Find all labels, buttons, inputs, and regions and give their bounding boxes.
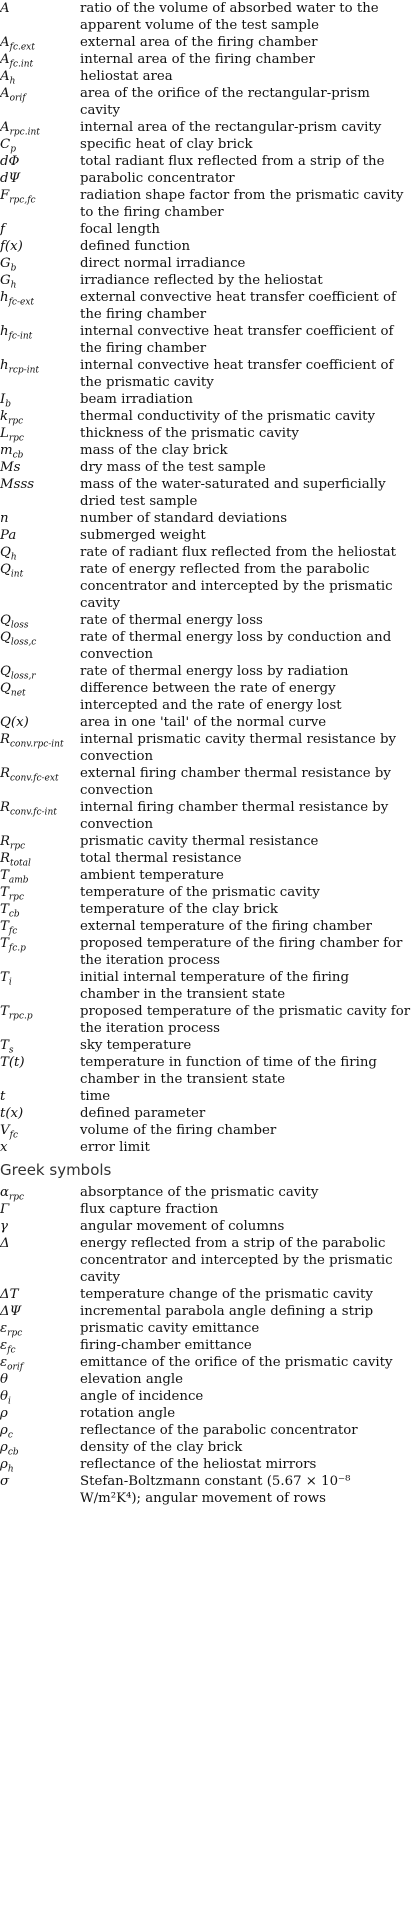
symbol-subscript: loss,c [10,637,37,648]
symbol-main: R [0,732,11,747]
symbol [0,1235,74,1286]
symbol [0,884,74,901]
symbol [0,1139,74,1156]
symbol-main: T [0,1004,9,1019]
symbol-description: rate of thermal energy loss [80,613,263,628]
symbol-description: radiation shape factor from the prismatic cavity to the firing chamber [80,188,404,220]
symbol [0,1422,74,1439]
symbol-subscript: orif [7,1362,24,1373]
symbol [0,68,74,85]
symbol-description: total thermal resistance [80,851,242,866]
symbol-description: external temperature of the firing chamber [80,919,372,934]
symbol-main: I [0,392,6,407]
symbol-main: dΦ [0,154,20,169]
symbol [0,612,74,629]
symbol-description: temperature of the prismatic cavity [80,885,320,900]
symbol-description: density of the clay brick [80,1440,243,1455]
symbol-description: absorptance of the prismatic cavity [80,1185,319,1200]
symbol [0,1003,74,1037]
symbol-main: A [0,52,10,67]
symbol-description: rotation angle [80,1406,176,1421]
symbol [0,1218,74,1235]
symbol-description: proposed temperature of the prismatic cavity for the iteration process [80,1004,411,1036]
symbol [0,1388,74,1405]
symbol-main: Ms [0,460,21,475]
symbol-subscript: conv.fc-int [10,807,57,818]
symbol-subscript: net [10,688,26,699]
symbol-description: proposed temperature of the firing chamber for the iteration process [80,936,403,968]
symbol [0,1439,74,1456]
symbol [0,850,74,867]
symbol-main: R [0,851,11,866]
symbol-main: t(x) [0,1106,24,1121]
symbol [0,51,74,68]
symbol [0,1354,74,1371]
symbol-main: ε [0,1355,8,1370]
symbol [0,1405,74,1422]
symbol [0,34,74,51]
symbol-description: external convective heat transfer coefficient of the firing chamber [80,290,396,322]
symbol-main: Q [0,613,11,628]
symbol-subscript: fc.p [8,943,26,954]
symbol-main: C [0,137,11,152]
symbol [0,255,74,272]
symbol [0,527,74,544]
symbol-main: ε [0,1321,8,1336]
symbol [0,153,74,170]
symbol-main: R [0,834,11,849]
symbol [0,561,74,612]
symbol-subscript: h [10,552,17,563]
symbol-description: reflectance of the heliostat mirrors [80,1457,317,1472]
symbol [0,425,74,442]
symbol-description: area in one 'tail' of the normal curve [80,715,327,730]
symbol-subscript: cb [7,1447,19,1458]
symbol-description: rate of energy reflected from the parabolic concentrator and intercepted by the prismatic cavity [80,562,393,611]
symbol-subscript: rcp-int [8,365,40,376]
symbol-main: A [0,35,10,50]
symbol-description: direct normal irradiance [80,256,246,271]
symbol-description: specific heat of clay brick [80,137,253,152]
symbol-description: beam irradiation [80,392,193,407]
symbol [0,714,74,731]
symbol-description: temperature in function of time of the firing chamber in the transient state [80,1055,377,1087]
symbol [0,1337,74,1354]
symbol-main: n [0,511,9,526]
symbol-main: ΔΨ [0,1304,22,1319]
symbol-subscript: h [9,76,16,87]
symbol-main: ΔT [0,1287,19,1302]
symbol [0,408,74,425]
symbol-description: internal firing chamber thermal resistance by convection [80,800,389,832]
symbol-subscript: loss,r [10,671,36,682]
symbol-main: F [0,188,10,203]
symbol-description: internal convective heat transfer coefficient of the prismatic cavity [80,358,394,390]
symbol-main: Pa [0,528,17,543]
symbol-description: emittance of the orifice of the prismatic cavity [80,1355,393,1370]
symbol-main: f(x) [0,239,23,254]
symbol-main: A [0,86,10,101]
symbol-description: parabolic concentrator [80,171,235,186]
symbol-main: T [0,1038,9,1053]
symbol [0,1201,74,1218]
symbol-subscript: rpc.int [9,127,40,138]
symbol-description: prismatic cavity emittance [80,1321,260,1336]
symbol [0,544,74,561]
symbol-subscript: h [10,280,17,291]
symbol-subscript: conv.rpc-int [10,739,64,750]
symbol-description: internal area of the firing chamber [80,52,315,67]
symbol-subscript: s [8,1045,14,1056]
symbol-subscript: fc.ext [9,42,35,53]
symbol-main: G [0,256,11,271]
symbol [0,0,74,34]
symbol-main: t [0,1089,6,1104]
symbol-main: ρ [0,1406,8,1421]
symbol [0,935,74,969]
symbol-main: V [0,1123,10,1138]
symbol-description: mass of the clay brick [80,443,228,458]
symbol-main: θ [0,1372,9,1387]
symbol [0,1122,74,1139]
symbol-main: γ [0,1219,8,1234]
symbol-description: dry mass of the test sample [80,460,266,475]
symbol-main: T [0,936,9,951]
symbol-main: L [0,426,9,441]
symbol [0,901,74,918]
symbol-main: ρ [0,1423,8,1438]
symbol-subscript: cb [12,450,24,461]
symbol-description: initial internal temperature of the firing chamber in the transient state [80,970,349,1002]
symbol-subscript: fc [8,926,18,937]
symbol-subscript: i [8,1396,11,1407]
symbol [0,969,74,1003]
symbol-description: energy reflected from a strip of the parabolic concentrator and intercepted by the prismatic cavity [80,1236,393,1285]
symbol-description: total radiant flux reflected from a strip of the [80,154,385,169]
symbol-description: rate of thermal energy loss by conduction and convection [80,630,392,662]
symbol-subscript: b [5,399,12,410]
symbol [0,1473,74,1507]
symbol-description: error limit [80,1140,150,1155]
symbol-subscript: rpc [8,416,24,427]
symbol [0,1286,74,1303]
symbol-main: α [0,1185,9,1200]
symbol-subscript: int [10,569,24,580]
symbol-main: T [0,902,9,917]
symbol-subscript: c [7,1430,13,1441]
symbol-description: area of the orifice of the rectangular-prism cavity [80,86,370,118]
symbol-description: thermal conductivity of the prismatic cavity [80,409,376,424]
symbol [0,119,74,136]
symbol-subscript: rpc [8,892,24,903]
symbol-main: Γ [0,1202,10,1217]
symbol-description: internal prismatic cavity thermal resistance by convection [80,732,397,764]
symbol-description: internal area of the rectangular-prism cavity [80,120,382,135]
symbol-main: R [0,800,11,815]
symbol [0,170,74,187]
symbol-description: flux capture fraction [80,1202,219,1217]
symbol-subscript: total [10,858,31,869]
symbol-description: incremental parabola angle defining a strip [80,1304,374,1319]
symbol-description: heliostat area [80,69,173,84]
symbol-description: Stefan-Boltzmann constant (5.67 × 10⁻⁸ W/m²K⁴); angular movement of rows [80,1474,351,1506]
symbol-main: Q [0,681,11,696]
symbol-main: Q [0,562,11,577]
symbol-description: rate of radiant flux reflected from the heliostat [80,545,397,560]
symbol [0,663,74,680]
symbol-description: thickness of the prismatic cavity [80,426,299,441]
symbol-subscript: loss [10,620,29,631]
symbol-description: time [80,1089,111,1104]
symbol-description: difference between the rate of energy intercepted and the rate of energy lost [80,681,342,713]
symbol-description: elevation angle [80,1372,183,1387]
symbol-description: sky temperature [80,1038,192,1053]
symbol-description: submerged weight [80,528,206,543]
symbol-subscript: rpc [7,1328,23,1339]
symbol-description: defined parameter [80,1106,206,1121]
symbol [0,680,74,714]
symbol-description: rate of thermal energy loss by radiation [80,664,349,679]
symbol-subscript: b [10,263,17,274]
symbol-main: h [0,358,9,373]
symbol [0,1371,74,1388]
symbol-main: Q(x) [0,715,29,730]
symbol-description: mass of the water-saturated and superficially dried test sample [80,477,386,509]
symbol-main: R [0,766,11,781]
symbol-description: number of standard deviations [80,511,288,526]
symbol [0,136,74,153]
symbol-subscript: fc [9,1130,18,1141]
symbol [0,1105,74,1122]
symbol-subscript: amb [8,875,29,886]
symbol-subscript: rpc.p [8,1011,33,1022]
symbol [0,731,74,765]
symbol [0,221,74,238]
symbol-description: angular movement of columns [80,1219,285,1234]
symbol [0,1320,74,1337]
symbol-subscript: fc-ext [8,297,35,308]
greek-symbols-list [0,1184,414,1507]
symbol-description: ambient temperature [80,868,224,883]
symbol [0,629,74,663]
symbol-subscript: rpc [8,433,24,444]
symbol-main: Q [0,664,11,679]
symbol [0,187,74,221]
symbol-subscript: rpc [10,841,26,852]
symbol-subscript: fc-int [8,331,33,342]
symbol-subscript: rpc,fc [9,195,36,206]
symbol-main: m [0,443,13,458]
symbol [0,765,74,799]
symbol-main: T(t) [0,1055,25,1070]
symbol [0,459,74,476]
symbol-description: angle of incidence [80,1389,204,1404]
symbol-main: G [0,273,11,288]
symbol-description: volume of the firing chamber [80,1123,277,1138]
symbol [0,85,74,119]
symbol-subscript: conv.fc-ext [10,773,59,784]
symbol-description: external firing chamber thermal resistance by convection [80,766,391,798]
symbol [0,833,74,850]
symbol-description: ratio of the volume of absorbed water to the apparent volume of the test sample [80,1,379,33]
symbol-main: ε [0,1338,8,1353]
symbol-main: h [0,290,9,305]
symbol-subscript: rpc [8,1192,25,1203]
symbol-description: internal convective heat transfer coefficient of the firing chamber [80,324,394,356]
symbol [0,238,74,255]
symbol-main: σ [0,1474,10,1489]
symbol-main: A [0,69,10,84]
symbol-main: θ [0,1389,9,1404]
symbol-main: Q [0,630,11,645]
symbol [0,289,74,323]
symbol [0,510,74,527]
symbol-main: dΨ [0,171,21,186]
greek-symbols-heading: Greek symbols [0,1161,112,1179]
symbol-main: T [0,885,9,900]
symbol-main: T [0,919,9,934]
symbol-subscript: i [8,977,12,988]
symbol-main: T [0,970,9,985]
symbol [0,272,74,289]
symbol-main: Δ [0,1236,10,1251]
symbol-subscript: h [7,1464,14,1475]
symbol [0,323,74,357]
symbol [0,918,74,935]
symbol [0,391,74,408]
symbol [0,1037,74,1054]
symbol-description: reflectance of the parabolic concentrator [80,1423,358,1438]
symbol [0,1054,74,1088]
symbol-main: ρ [0,1440,8,1455]
symbol-description: defined function [80,239,191,254]
symbol [0,799,74,833]
symbol-main: A [0,1,10,16]
symbol-main: T [0,868,9,883]
symbol-description: focal length [80,222,160,237]
symbol-description: temperature change of the prismatic cavity [80,1287,373,1302]
symbol-main: Msss [0,477,35,492]
symbol-description: temperature of the clay brick [80,902,278,917]
symbol-main: Q [0,545,11,560]
symbol-subscript: fc.int [9,59,34,70]
symbol-subscript: p [10,144,16,155]
symbol [0,357,74,391]
symbol [0,1088,74,1105]
symbol-description: external area of the firing chamber [80,35,318,50]
symbol-main: h [0,324,9,339]
symbol-subscript: orif [9,93,26,104]
symbol [0,442,74,459]
symbol-subscript: cb [8,909,20,920]
symbol [0,476,74,510]
symbol-description: irradiance reflected by the heliostat [80,273,323,288]
symbol [0,867,74,884]
symbol [0,1456,74,1473]
symbol-description: firing-chamber emittance [80,1338,252,1353]
symbol-description: prismatic cavity thermal resistance [80,834,319,849]
symbol [0,1184,74,1201]
symbol-main: ρ [0,1457,8,1472]
symbol-main: f [0,222,5,237]
symbol-main: k [0,409,9,424]
symbol [0,1303,74,1320]
symbol-main: x [0,1140,8,1155]
symbol-subscript: fc [7,1345,16,1356]
symbol-main: A [0,120,10,135]
